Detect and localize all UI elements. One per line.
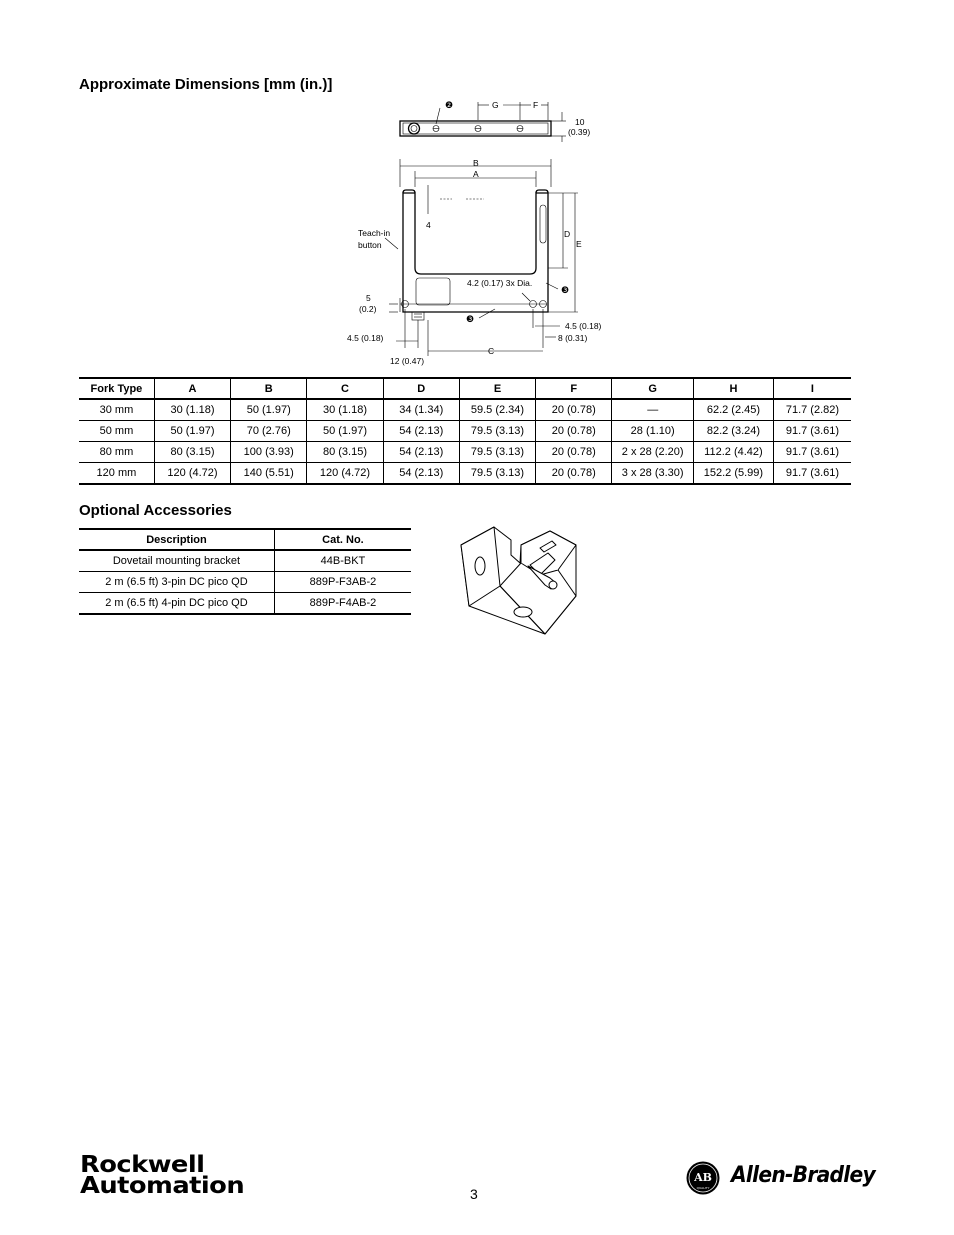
- column-header: I: [773, 378, 851, 399]
- label-5-in: (0.2): [359, 304, 377, 314]
- label-e: E: [576, 239, 582, 249]
- table-row: [79, 463, 851, 485]
- table-cell: 91.7 (3.61): [773, 463, 851, 485]
- table-cell: 112.2 (4.42): [694, 442, 774, 463]
- table-cell: 2 m (6.5 ft) 4-pin DC pico QD: [79, 593, 274, 615]
- table-cell: 20 (0.78): [536, 463, 612, 485]
- table-cell: 79.5 (3.13): [459, 463, 535, 485]
- table-cell: 20 (0.78): [536, 399, 612, 421]
- accessories-heading: Optional Accessories: [79, 502, 232, 519]
- svg-text:AB: AB: [694, 1171, 712, 1184]
- column-header: A: [154, 378, 230, 399]
- table-row: [79, 593, 411, 615]
- table-cell: —: [612, 399, 694, 421]
- table-cell: 120 (4.72): [307, 463, 383, 485]
- table-row: [79, 550, 411, 572]
- automation-text: Automation: [80, 1173, 245, 1199]
- label-d: D: [564, 229, 571, 239]
- table-cell: 71.7 (2.82): [773, 399, 851, 421]
- table-cell: 91.7 (3.61): [773, 421, 851, 442]
- label-8: 8 (0.31): [558, 333, 588, 343]
- table-cell: 30 (1.18): [154, 399, 230, 421]
- label-5: 5: [366, 293, 371, 303]
- table-cell: 54 (2.13): [383, 442, 459, 463]
- teach-in-label-2: button: [358, 240, 382, 250]
- top-view: [400, 102, 566, 142]
- table-cell: 79.5 (3.13): [459, 442, 535, 463]
- table-cell: 44B-BKT: [274, 550, 411, 572]
- table-cell: 30 mm: [79, 399, 154, 421]
- column-header: B: [231, 378, 307, 399]
- table-cell: 79.5 (3.13): [459, 421, 535, 442]
- table-cell: 82.2 (3.24): [694, 421, 774, 442]
- callout-3-right: ❸: [561, 285, 570, 295]
- allen-bradley-badge-icon: [686, 1161, 720, 1195]
- teach-in-label-1: Teach-in: [358, 228, 391, 238]
- svg-text:QUALITY: QUALITY: [696, 1186, 710, 1190]
- table-row: [79, 399, 851, 421]
- table-header-row: [79, 529, 411, 550]
- table-cell: 80 (3.15): [154, 442, 230, 463]
- table-cell: 28 (1.10): [612, 421, 694, 442]
- label-4-5-left: 4.5 (0.18): [347, 333, 384, 343]
- table-cell: 54 (2.13): [383, 421, 459, 442]
- column-header: F: [536, 378, 612, 399]
- label-4-5-right: 4.5 (0.18): [565, 321, 602, 331]
- table-cell: 50 (1.97): [154, 421, 230, 442]
- table-cell: 30 (1.18): [307, 399, 383, 421]
- page-number: 3: [470, 1186, 478, 1202]
- table-cell: 50 (1.97): [307, 421, 383, 442]
- column-header: Fork Type: [79, 378, 154, 399]
- table-cell: 20 (0.78): [536, 421, 612, 442]
- table-cell: 120 mm: [79, 463, 154, 485]
- column-header: E: [459, 378, 535, 399]
- table-cell: 140 (5.51): [231, 463, 307, 485]
- label-4: 4: [426, 220, 431, 230]
- front-view: [385, 159, 578, 356]
- table-cell: 50 mm: [79, 421, 154, 442]
- column-header: Description: [79, 529, 274, 550]
- rockwell-text: Rockwell: [80, 1152, 205, 1178]
- label-12: 12 (0.47): [390, 356, 425, 366]
- table-cell: 62.2 (2.45): [694, 399, 774, 421]
- table-row: [79, 572, 411, 593]
- table-cell: 2 m (6.5 ft) 3-pin DC pico QD: [79, 572, 274, 593]
- table-cell: 889P-F4AB-2: [274, 593, 411, 615]
- table-cell: 54 (2.13): [383, 463, 459, 485]
- label-f: F: [533, 100, 539, 110]
- column-header: H: [694, 378, 774, 399]
- column-header: G: [612, 378, 694, 399]
- dimensions-table: [79, 377, 851, 485]
- table-cell: 91.7 (3.61): [773, 442, 851, 463]
- table-cell: 59.5 (2.34): [459, 399, 535, 421]
- accessories-table: [79, 528, 411, 615]
- column-header: Cat. No.: [274, 529, 411, 550]
- label-b: B: [473, 158, 479, 168]
- holes-label: 4.2 (0.17) 3x Dia.: [467, 278, 533, 288]
- table-cell: 70 (2.76): [231, 421, 307, 442]
- table-cell: 2 x 28 (2.20): [612, 442, 694, 463]
- dimension-drawing: [340, 98, 620, 370]
- table-row: [79, 421, 851, 442]
- label-c: C: [488, 346, 495, 356]
- callout-3-bottom: ❸: [466, 314, 475, 324]
- table-cell: 100 (3.93): [231, 442, 307, 463]
- allen-bradley-wordmark: Allen-Bradley: [731, 1163, 875, 1188]
- table-cell: 50 (1.97): [231, 399, 307, 421]
- table-row: [79, 442, 851, 463]
- rockwell-automation-logo: [80, 1152, 245, 1199]
- table-cell: 80 (3.15): [307, 442, 383, 463]
- column-header: C: [307, 378, 383, 399]
- table-cell: 34 (1.34): [383, 399, 459, 421]
- table-cell: 80 mm: [79, 442, 154, 463]
- table-cell: 889P-F3AB-2: [274, 572, 411, 593]
- table-cell: Dovetail mounting bracket: [79, 550, 274, 572]
- dimensions-heading: Approximate Dimensions [mm (in.)]: [79, 76, 333, 93]
- mounting-bracket-image: [455, 520, 585, 640]
- table-cell: 20 (0.78): [536, 442, 612, 463]
- label-a: A: [473, 169, 479, 179]
- column-header: D: [383, 378, 459, 399]
- table-cell: 152.2 (5.99): [694, 463, 774, 485]
- label-10: 10: [575, 117, 585, 127]
- label-10-in: (0.39): [568, 127, 591, 137]
- table-cell: 3 x 28 (3.30): [612, 463, 694, 485]
- label-g: G: [492, 100, 499, 110]
- table-header-row: [79, 378, 851, 399]
- table-cell: 120 (4.72): [154, 463, 230, 485]
- callout-2: ❷: [445, 100, 454, 110]
